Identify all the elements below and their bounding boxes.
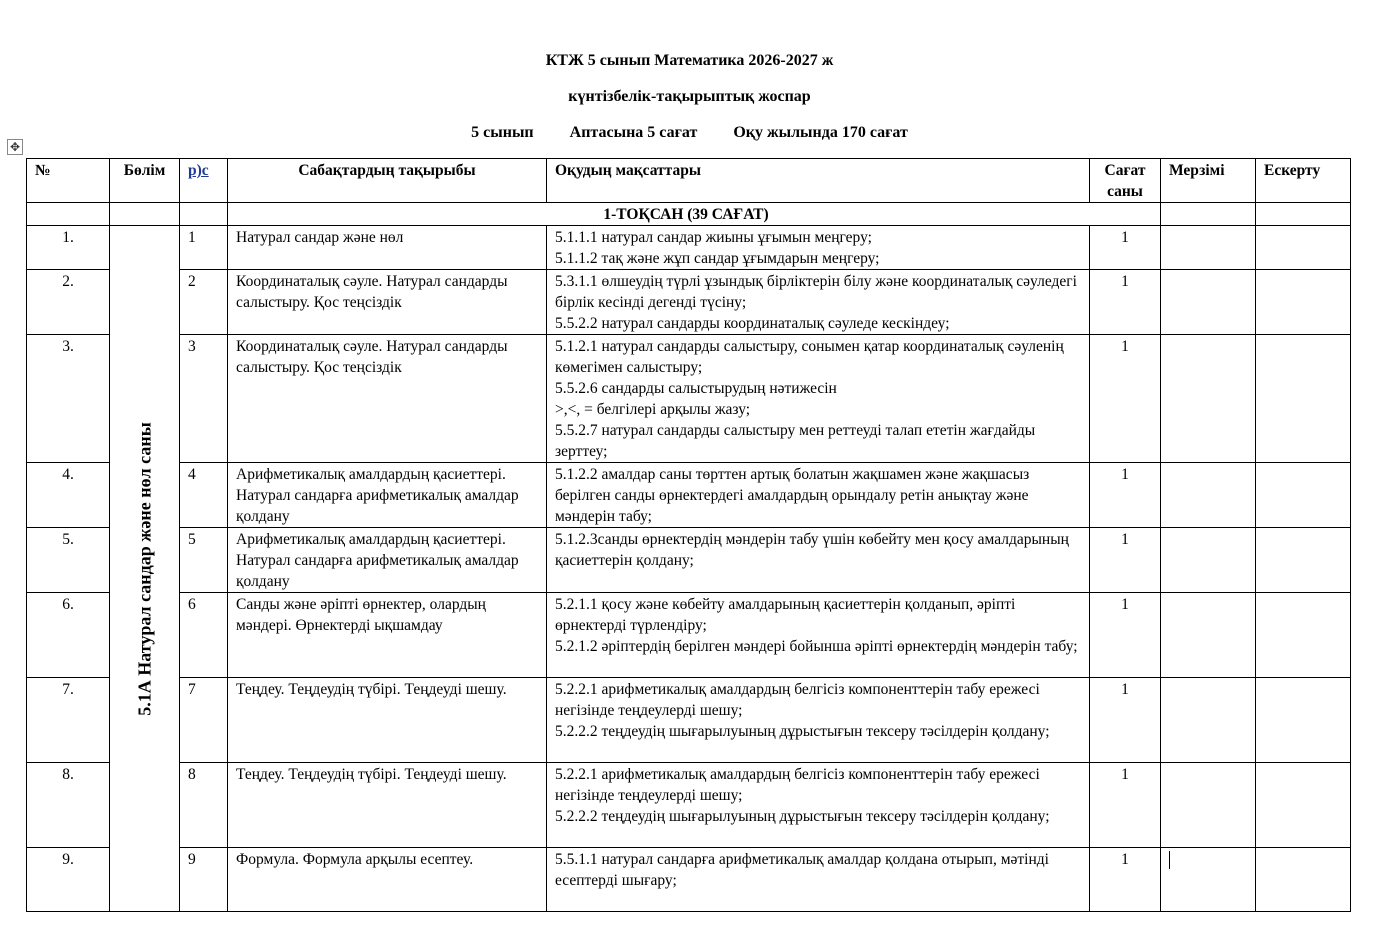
goal-text: 5.1.1.2 тақ және жұп сандар ұғымдарын меңгеру;: [555, 250, 880, 267]
row-hours: 1: [1090, 848, 1161, 912]
row-hours: 1: [1090, 763, 1161, 848]
table-move-handle-icon[interactable]: ✥: [7, 139, 23, 155]
row-topic: Теңдеу. Теңдеудің түбірі. Теңдеуді шешу.: [228, 678, 547, 763]
row-goals: [547, 463, 1090, 528]
row-topic: Натурал сандар және нөл: [228, 226, 547, 270]
row-date[interactable]: [1161, 848, 1256, 912]
row-date[interactable]: [1161, 678, 1256, 763]
table-row: [27, 226, 1351, 270]
row-note[interactable]: [1256, 848, 1351, 912]
header-note: Ескерту: [1256, 159, 1351, 203]
row-goals: [547, 593, 1090, 678]
goal-text: 5.2.1.1 қосу және көбейту амалдарының қасиеттерін қолданып, әріпті өрнектерді түрлендіру;: [555, 596, 1016, 634]
document-title: КТЖ 5 сынып Математика 2026-2027 ж: [545, 52, 834, 69]
goal-text: 5.2.2.2 теңдеудің шығарылуының дұрыстығын тексеру тәсілдерін қолдану;: [555, 723, 1050, 740]
goal-text: 5.3.1.1 өлшеудің түрлі ұзындық бірліктерін білу және координаталық сәуледегі бірлік кесінді дегенді түсіну;: [555, 273, 1077, 311]
row-topic: Арифметикалық амалдардың қасиеттері. Натурал сандарға арифметикалық амалдар қолдану: [228, 528, 547, 593]
row-hours: 1: [1090, 463, 1161, 528]
header-order-link[interactable]: р)с: [188, 162, 209, 179]
goal-text: 5.2.2.1 арифметикалық амалдардың белгісіз компоненттерін табу ережесі негізінде теңдеулерді шешу;: [555, 681, 1040, 719]
goal-text: 5.1.2.2 амалдар саны төрттен артық болатын жақшамен және жақшасыз берілген санды өрнектердегі амалдардың орындалу ретін анықтау және мәндерін табу;: [555, 466, 1030, 525]
row-topic: Координаталық сәуле. Натурал сандарды салыстыру. Қос теңсіздік: [228, 335, 547, 463]
quarter-label: [228, 203, 1161, 226]
quarter-empty-cell: [1256, 203, 1351, 226]
row-note[interactable]: [1256, 593, 1351, 678]
table-row: [27, 335, 1351, 463]
goal-text: 5.2.2.1 арифметикалық амалдардың белгісіз компоненттерін табу ережесі негізінде теңдеулерді шешу;: [555, 766, 1040, 804]
goal-text: 5.2.1.2 әріптердің берілген мәндері бойынша әріпті өрнектердің мәндерін табу;: [555, 638, 1078, 655]
row-note[interactable]: [1256, 226, 1351, 270]
row-goals: [547, 226, 1090, 270]
row-hours: 1: [1090, 528, 1161, 593]
row-hours: 1: [1090, 226, 1161, 270]
quarter-empty-cell: [27, 203, 110, 226]
row-note[interactable]: [1256, 463, 1351, 528]
row-hours: 1: [1090, 335, 1161, 463]
row-topic: Координаталық сәуле. Натурал сандарды салыстыру. Қос теңсіздік: [228, 270, 547, 335]
row-goals: [547, 678, 1090, 763]
row-goals: [547, 528, 1090, 593]
row-topic: Арифметикалық амалдардың қасиеттері. Натурал сандарға арифметикалық амалдар қолдану: [228, 463, 547, 528]
row-date[interactable]: [1161, 226, 1256, 270]
row-num: 3.: [27, 335, 110, 463]
row-num: 2.: [27, 270, 110, 335]
row-goals: [547, 270, 1090, 335]
row-order: 7: [180, 678, 228, 763]
section-cell: [110, 226, 180, 912]
plan-table: [26, 158, 1351, 912]
quarter-row: [27, 203, 1351, 226]
row-date[interactable]: [1161, 528, 1256, 593]
row-date[interactable]: [1161, 593, 1256, 678]
row-hours: 1: [1090, 270, 1161, 335]
table-row: [27, 678, 1351, 763]
header-row: [27, 159, 1351, 203]
row-order: 9: [180, 848, 228, 912]
goal-text: 5.5.2.7 натурал сандарды салыстыру мен реттеуді талап ететін жағдайды зерттеу;: [555, 422, 1036, 460]
row-num: 4.: [27, 463, 110, 528]
row-order: 6: [180, 593, 228, 678]
row-num: 7.: [27, 678, 110, 763]
quarter-empty-cell: [180, 203, 228, 226]
row-num: 6.: [27, 593, 110, 678]
goal-text: 5.1.2.3санды өрнектердің мәндерін табу үшін көбейту мен қосу амалдарының қасиеттерін қолдану;: [555, 531, 1069, 569]
row-order: 2: [180, 270, 228, 335]
header-topic: Сабақтардың тақырыбы: [228, 159, 547, 203]
row-num: 8.: [27, 763, 110, 848]
goal-text: 5.1.2.1 натурал сандарды салыстыру, сонымен қатар координаталық сәуленің көмегімен салыстыру;: [555, 338, 1064, 376]
yearly-hours-label: Оқу жылында 170 сағат: [733, 124, 908, 141]
text-cursor: [1169, 851, 1170, 869]
row-num: 5.: [27, 528, 110, 593]
row-goals: [547, 848, 1090, 912]
row-date[interactable]: [1161, 763, 1256, 848]
table-row: [27, 463, 1351, 528]
row-date[interactable]: [1161, 335, 1256, 463]
row-order: 3: [180, 335, 228, 463]
row-hours: 1: [1090, 593, 1161, 678]
row-order: 8: [180, 763, 228, 848]
table-row: [27, 848, 1351, 912]
table-row: [27, 593, 1351, 678]
row-order: 1: [180, 226, 228, 270]
row-note[interactable]: [1256, 763, 1351, 848]
row-topic: Теңдеу. Теңдеудің түбірі. Теңдеуді шешу.: [228, 763, 547, 848]
goal-text: 5.5.2.2 натурал сандарды координаталық сәуледе кескіндеу;: [555, 315, 950, 332]
row-note[interactable]: [1256, 270, 1351, 335]
row-num: 9.: [27, 848, 110, 912]
goal-text: 5.5.2.6 сандарды салыстырудың нәтижесін: [555, 380, 837, 397]
row-order: 5: [180, 528, 228, 593]
goal-text: 5.2.2.2 теңдеудің шығарылуының дұрыстығын тексеру тәсілдерін қолдану;: [555, 808, 1050, 825]
header-hours: Сағат саны: [1090, 159, 1161, 203]
row-goals: [547, 763, 1090, 848]
row-order: 4: [180, 463, 228, 528]
header-section: Бөлім: [110, 159, 180, 203]
goal-text: 5.5.1.1 натурал сандарға арифметикалық амалдар қолдана отырып, мәтінді есептерді шығару;: [555, 851, 1049, 889]
quarter-empty-cell: [110, 203, 180, 226]
quarter-empty-cell: [1161, 203, 1256, 226]
row-note[interactable]: [1256, 335, 1351, 463]
row-date[interactable]: [1161, 463, 1256, 528]
table-row: [27, 528, 1351, 593]
weekly-hours-label: Аптасына 5 сағат: [569, 124, 698, 141]
header-order[interactable]: [180, 159, 228, 203]
table-row: [27, 763, 1351, 848]
header-goals: Оқудың мақсаттары: [547, 159, 1090, 203]
grade-label: 5 сынып: [471, 124, 534, 141]
row-topic: Формула. Формула арқылы есептеу.: [228, 848, 547, 912]
row-date[interactable]: [1161, 270, 1256, 335]
document-subtitle: күнтізбелік-тақырыптық жоспар: [568, 88, 811, 105]
row-note[interactable]: [1256, 678, 1351, 763]
header-date: Мерзімі: [1161, 159, 1256, 203]
section-name: 5.1А Натурал сандар және нөл саны: [134, 421, 154, 716]
row-num: 1.: [27, 226, 110, 270]
table-row: [27, 270, 1351, 335]
quarter-label-text: 1-ТОҚСАН (39 САҒАТ): [603, 206, 769, 223]
row-goals: [547, 335, 1090, 463]
row-hours: 1: [1090, 678, 1161, 763]
goal-text: >,<, = белгілері арқылы жазу;: [555, 401, 751, 418]
row-topic: Санды және әріпті өрнектер, олардың мәндері. Өрнектерді ықшамдау: [228, 593, 547, 678]
header-num: №: [27, 159, 110, 203]
goal-text: 5.1.1.1 натурал сандар жиыны ұғымын меңгеру;: [555, 229, 872, 246]
row-note[interactable]: [1256, 528, 1351, 593]
document-info-line: [0, 124, 1379, 142]
